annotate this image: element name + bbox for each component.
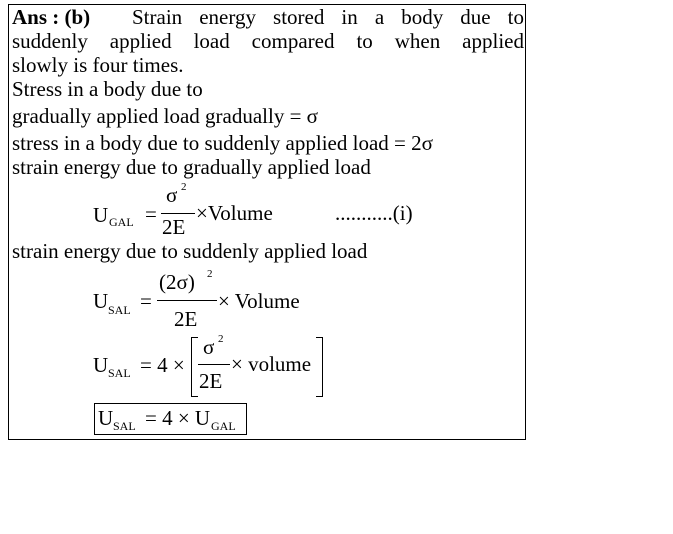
eq1-fraction-bar	[161, 213, 195, 214]
eq4-lhs: U	[98, 406, 114, 430]
eq1-num-sup: 2	[181, 181, 187, 193]
eq3-lhs: U	[93, 353, 109, 377]
eq4-lhs-sub: SAL	[113, 419, 136, 433]
text-line-4: Stress in a body due to	[12, 77, 203, 101]
eq2-denominator: 2E	[174, 307, 198, 331]
intro-line-3: slowly is four times.	[12, 53, 184, 77]
eq3-equals: = 4 ×	[140, 353, 185, 377]
eq2-lhs: U	[93, 289, 109, 313]
intro-text-1: Strain energy stored in a body due to	[132, 5, 524, 29]
eq3-denominator: 2E	[199, 369, 223, 393]
eq1-tag: ...........(i)	[335, 201, 413, 225]
eq3-rhs: × volume	[231, 352, 312, 376]
eq2-equals: =	[140, 289, 152, 313]
intro-line-2: suddenly applied load compared to when applied	[12, 29, 524, 53]
eq4-equals: = 4 × U	[145, 406, 211, 430]
eq2-lhs-sub: SAL	[108, 303, 131, 317]
intro-line-1	[12, 5, 524, 29]
eq3-right-bracket	[316, 337, 323, 397]
text-line-6: stress in a body due to suddenly applied load = 2σ	[12, 131, 433, 155]
eq3-numerator: σ	[203, 335, 215, 359]
eq2-fraction-bar	[157, 300, 217, 301]
eq1-equals: =	[145, 202, 157, 226]
answer-box	[8, 4, 526, 440]
eq3-lhs-sub: SAL	[108, 366, 131, 380]
eq2-numerator: (2σ)	[159, 270, 195, 294]
text-line-5: gradually applied load gradually = σ	[12, 104, 318, 128]
eq2-num-sup: 2	[207, 268, 213, 280]
result-box	[94, 403, 247, 435]
eq1-numerator: σ	[166, 183, 178, 207]
eq1-rhs: ×Volume	[196, 201, 273, 225]
text-line-8: strain energy due to suddenly applied load	[12, 239, 368, 263]
eq1-lhs: U	[93, 203, 109, 227]
eq2-rhs: × Volume	[218, 289, 300, 313]
eq3-num-sup: 2	[218, 333, 224, 345]
eq3-left-bracket	[191, 337, 198, 397]
answer-label: Ans : (b)	[12, 5, 91, 29]
eq3-fraction-bar	[198, 364, 230, 365]
eq1-lhs-sub: GAL	[109, 215, 134, 229]
eq4-rhs-sub: GAL	[211, 419, 236, 433]
text-line-7: strain energy due to gradually applied load	[12, 155, 371, 179]
eq1-denominator: 2E	[162, 215, 186, 239]
